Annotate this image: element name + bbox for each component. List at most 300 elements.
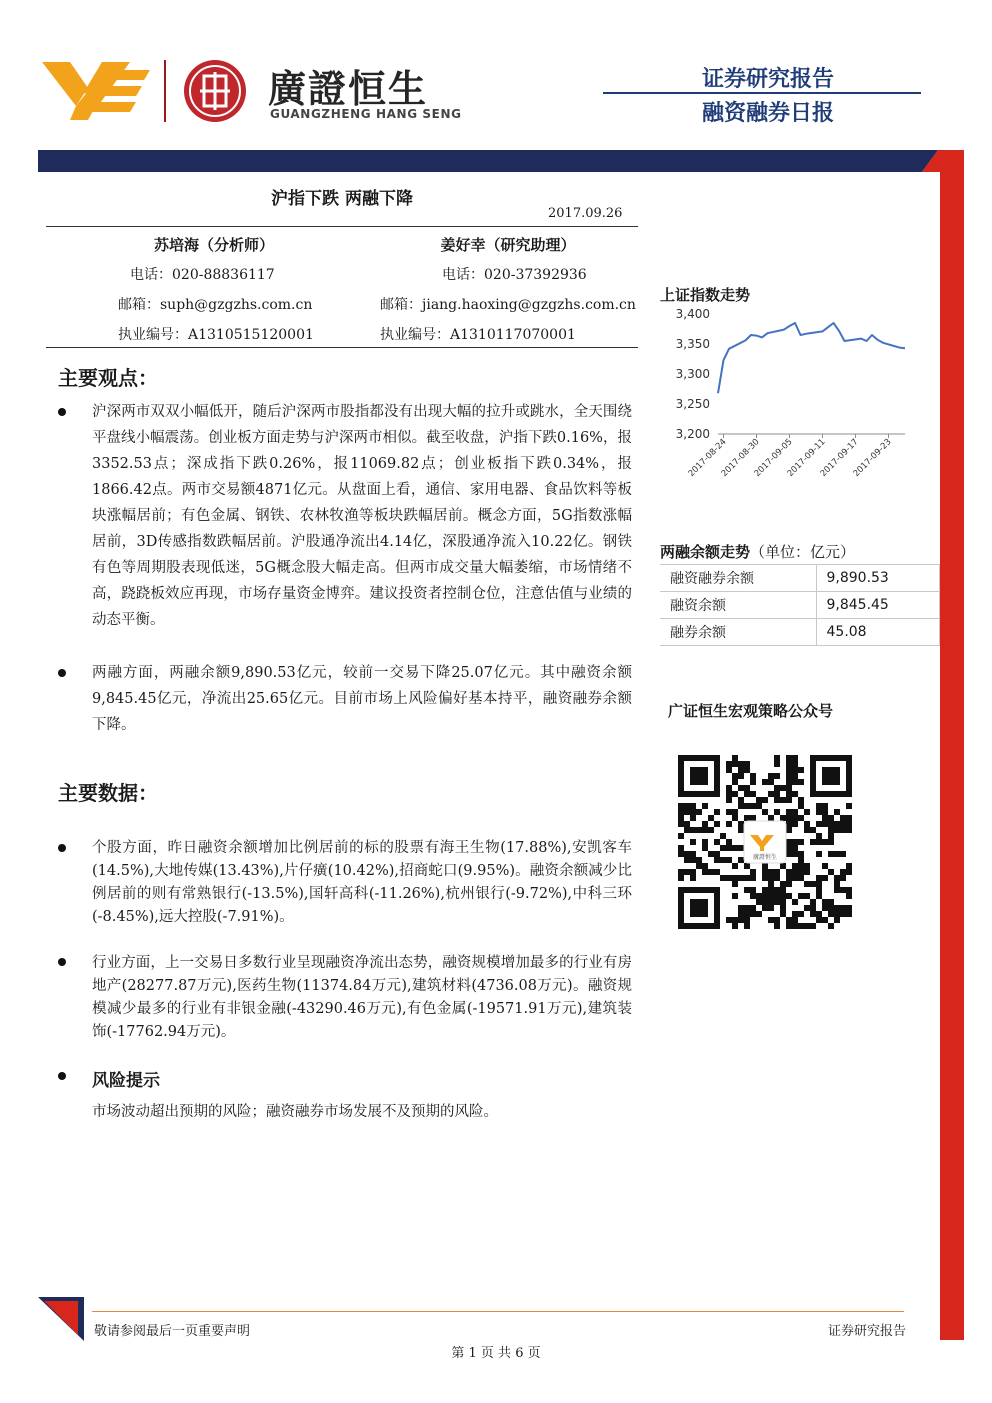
qr-module <box>726 785 732 791</box>
document-date: 2017.09.26 <box>548 206 623 221</box>
qr-module <box>792 809 798 815</box>
qr-module <box>774 755 780 761</box>
qr-module <box>738 827 744 833</box>
qr-module <box>786 809 792 815</box>
qr-module <box>792 767 798 773</box>
brand-name-en: GUANGZHENG HANG SENG <box>270 107 462 121</box>
qr-module <box>774 899 780 905</box>
qr-module <box>744 905 750 911</box>
chart-title: 上证指数走势 <box>660 286 751 304</box>
qr-module <box>786 827 792 833</box>
qr-module <box>786 785 792 791</box>
qr-module <box>792 917 798 923</box>
qr-module <box>690 869 696 875</box>
qr-module <box>732 893 738 899</box>
qr-module <box>726 821 732 827</box>
qr-module <box>846 887 852 893</box>
qr-title: 广证恒生宏观策略公众号 <box>668 702 834 720</box>
qr-module <box>822 809 828 815</box>
qr-module <box>786 869 792 875</box>
qr-module <box>744 761 750 767</box>
brand-name-cn: 廣證恒生 <box>268 67 429 111</box>
qr-finder <box>690 767 708 785</box>
qr-module <box>732 761 738 767</box>
qr-module <box>726 917 732 923</box>
qr-module <box>786 875 792 881</box>
bullet-icon <box>58 669 66 677</box>
qr-module <box>756 797 762 803</box>
author-1-email: 邮箱：suph@gzgzhs.com.cn <box>118 297 313 313</box>
qr-module <box>786 761 792 767</box>
document-title: 沪指下跌 两融下降 <box>271 189 413 209</box>
qr-module <box>702 803 708 809</box>
risk-heading: 风险提示 <box>92 1071 160 1091</box>
qr-module <box>816 803 822 809</box>
qr-module <box>744 911 750 917</box>
qr-module <box>762 869 768 875</box>
qr-module <box>738 773 744 779</box>
qr-module <box>768 887 774 893</box>
qr-module <box>678 809 684 815</box>
qr-module <box>798 839 804 845</box>
qr-module <box>762 905 768 911</box>
footer-corner-icon <box>38 1297 84 1341</box>
qr-module <box>798 857 804 863</box>
x-tick-label: 2017-09-11 <box>785 437 828 480</box>
logo-divider <box>164 60 166 122</box>
qr-module <box>780 905 786 911</box>
qr-module <box>816 851 822 857</box>
qr-module <box>780 863 786 869</box>
qr-module <box>714 839 720 845</box>
qr-module <box>780 785 786 791</box>
qr-module <box>726 839 732 845</box>
margin-table-unit: （单位：亿元） <box>750 543 856 561</box>
qr-module <box>678 815 684 821</box>
qr-module <box>708 869 714 875</box>
y-tick-label: 3,250 <box>675 397 710 411</box>
qr-module <box>846 827 852 833</box>
qr-module <box>738 797 744 803</box>
qr-module <box>720 875 726 881</box>
qr-module <box>696 827 702 833</box>
qr-module <box>792 911 798 917</box>
qr-module <box>786 779 792 785</box>
main-data-paragraph-1: 个股方面，昨日融资余额增加比例居前的标的股票有海王生物(17.88%),安凯客车(14.5%),大地传媒(13.43%),片仔癀(10.42%),招商蛇口(9.95%)。融资余额减少比例居前的则有常熟银行(-13.5%),国轩高科(-11.26%),杭州银行(-9.72%),中科三环(-8.45%),远大控股(-7.91%)。 <box>92 840 632 925</box>
qr-module <box>816 893 822 899</box>
qr-module <box>774 869 780 875</box>
qr-module <box>684 821 690 827</box>
qr-module <box>738 911 744 917</box>
author-1-license: 执业编号：A1310515120001 <box>118 327 314 343</box>
qr-module <box>798 815 804 821</box>
qr-module <box>768 779 774 785</box>
qr-module <box>816 887 822 893</box>
qr-module <box>816 917 822 923</box>
qr-module <box>822 875 828 881</box>
qr-module <box>720 857 726 863</box>
qr-module <box>684 809 690 815</box>
qr-module <box>738 917 744 923</box>
qr-module <box>798 863 804 869</box>
qr-module <box>804 863 810 869</box>
qr-module <box>738 803 744 809</box>
qr-module <box>834 875 840 881</box>
author-rule <box>46 347 638 348</box>
qr-module <box>828 869 834 875</box>
qr-module <box>774 887 780 893</box>
qr-module <box>810 839 816 845</box>
qr-module <box>786 821 792 827</box>
qr-module <box>762 899 768 905</box>
y-tick-label: 3,300 <box>675 367 710 381</box>
y-tick-label: 3,350 <box>675 337 710 351</box>
qr-module <box>768 773 774 779</box>
qr-module <box>846 905 852 911</box>
x-tick-label: 2017-09-05 <box>752 437 795 480</box>
qr-module <box>744 803 750 809</box>
qr-module <box>822 821 828 827</box>
footer-rule <box>92 1311 904 1312</box>
qr-module <box>786 815 792 821</box>
qr-module <box>798 767 804 773</box>
bullet-icon <box>58 408 66 416</box>
qr-module <box>846 869 852 875</box>
qr-module <box>780 911 786 917</box>
qr-module <box>828 911 834 917</box>
qr-module <box>726 875 732 881</box>
qr-module <box>744 785 750 791</box>
qr-module <box>732 773 738 779</box>
qr-module <box>822 803 828 809</box>
y-tick-label: 3,200 <box>675 427 710 441</box>
x-tick-label: 2017-09-23 <box>851 437 894 480</box>
qr-module <box>804 893 810 899</box>
qr-module <box>762 809 768 815</box>
qr-module <box>702 863 708 869</box>
qr-module <box>732 845 738 851</box>
qr-module <box>828 827 834 833</box>
qr-module <box>762 863 768 869</box>
x-tick-label: 2017-08-24 <box>686 437 729 480</box>
qr-module <box>792 863 798 869</box>
qr-module <box>834 851 840 857</box>
qr-module <box>792 869 798 875</box>
qr-module <box>732 863 738 869</box>
qr-module <box>732 923 738 929</box>
qr-module <box>804 905 810 911</box>
qr-module <box>822 905 828 911</box>
qr-module <box>792 899 798 905</box>
qr-module <box>840 875 846 881</box>
qr-module <box>696 857 702 863</box>
qr-module <box>738 857 744 863</box>
right-accent-bar <box>940 172 964 1340</box>
qr-module <box>840 869 846 875</box>
qr-module <box>768 899 774 905</box>
qr-module <box>756 911 762 917</box>
qr-module <box>726 857 732 863</box>
header-band <box>38 150 964 172</box>
qr-module <box>738 905 744 911</box>
qr-module <box>792 875 798 881</box>
table-cell-value: 9,845.45 <box>816 592 940 619</box>
qr-module <box>810 911 816 917</box>
author-1-phone: 电话：020-88836117 <box>130 267 275 283</box>
qr-module <box>840 911 846 917</box>
qr-module <box>822 917 828 923</box>
qr-module <box>810 881 816 887</box>
qr-module <box>798 875 804 881</box>
qr-module <box>828 839 834 845</box>
qr-module <box>714 851 720 857</box>
qr-module <box>792 845 798 851</box>
qr-module <box>792 779 798 785</box>
qr-module <box>726 809 732 815</box>
qr-module <box>732 875 738 881</box>
qr-module <box>816 839 822 845</box>
qr-module <box>756 893 762 899</box>
qr-module <box>792 821 798 827</box>
qr-module <box>744 767 750 773</box>
company-logo-icon <box>40 58 152 122</box>
qr-module <box>690 857 696 863</box>
qr-module <box>684 851 690 857</box>
seal-logo-icon <box>182 58 248 124</box>
qr-module <box>744 875 750 881</box>
index-line-chart <box>660 302 920 502</box>
qr-module <box>786 755 792 761</box>
qr-module <box>696 863 702 869</box>
qr-module <box>822 839 828 845</box>
qr-module <box>756 803 762 809</box>
qr-module <box>804 881 810 887</box>
qr-module <box>738 845 744 851</box>
qr-module <box>678 845 684 851</box>
report-subtitle: 融资融券日报 <box>701 101 834 126</box>
qr-module <box>750 887 756 893</box>
qr-module <box>696 809 702 815</box>
qr-module <box>744 791 750 797</box>
qr-module <box>732 917 738 923</box>
qr-module <box>714 821 720 827</box>
qr-module <box>750 875 756 881</box>
qr-module <box>786 773 792 779</box>
main-data-paragraph-2: 行业方面，上一交易日多数行业呈现融资净流出态势，融资规模增加最多的行业有房地产(28277.87万元),医药生物(11374.84万元),建筑材料(4736.08万元)。融资规模减少最多的行业有非银金融(-43290.46万元),有色金属(-19571.91万元),建筑装饰(-17762.94万元)。 <box>92 955 632 1040</box>
qr-module <box>786 839 792 845</box>
qr-module <box>792 923 798 929</box>
qr-module <box>726 797 732 803</box>
qr-module <box>840 827 846 833</box>
qr-module <box>804 923 810 929</box>
qr-module <box>732 881 738 887</box>
qr-module <box>804 869 810 875</box>
qr-module <box>798 923 804 929</box>
qr-finder <box>690 899 708 917</box>
qr-module <box>798 803 804 809</box>
qr-module <box>786 923 792 929</box>
qr-module <box>690 851 696 857</box>
qr-module <box>714 857 720 863</box>
qr-module <box>846 815 852 821</box>
qr-module <box>804 827 810 833</box>
qr-module <box>762 887 768 893</box>
qr-module <box>816 875 822 881</box>
qr-module <box>810 899 816 905</box>
series-line <box>718 323 905 393</box>
qr-code-icon[interactable] <box>678 755 852 929</box>
qr-module <box>762 893 768 899</box>
margin-balance-table <box>660 564 940 646</box>
qr-module <box>834 809 840 815</box>
qr-module <box>774 917 780 923</box>
qr-module <box>786 797 792 803</box>
qr-module <box>732 815 738 821</box>
qr-module <box>834 911 840 917</box>
qr-module <box>828 899 834 905</box>
qr-module <box>750 905 756 911</box>
main-data-heading: 主要数据： <box>58 781 158 805</box>
table-cell-value: 45.08 <box>816 619 940 646</box>
qr-module <box>678 851 684 857</box>
footer-report-type: 证券研究报告 <box>827 1324 906 1339</box>
author-2-email: 邮箱：jiang.haoxing@gzgzhs.com.cn <box>380 297 636 313</box>
qr-module <box>702 839 708 845</box>
qr-module <box>684 803 690 809</box>
qr-module <box>816 821 822 827</box>
qr-module <box>762 797 768 803</box>
qr-module <box>750 815 756 821</box>
qr-module <box>744 863 750 869</box>
qr-module <box>774 923 780 929</box>
qr-module <box>840 905 846 911</box>
qr-module <box>678 821 684 827</box>
qr-module <box>738 821 744 827</box>
qr-module <box>810 905 816 911</box>
qr-module <box>768 917 774 923</box>
author-1-name: 苏培海（分析师） <box>153 236 274 254</box>
main-views-heading: 主要观点： <box>58 366 158 390</box>
qr-module <box>726 791 732 797</box>
qr-module <box>702 869 708 875</box>
qr-module <box>792 839 798 845</box>
qr-module <box>774 791 780 797</box>
qr-module <box>726 767 732 773</box>
qr-module <box>756 899 762 905</box>
qr-module <box>828 905 834 911</box>
qr-module <box>780 815 786 821</box>
footer-disclaimer: 敬请参阅最后一页重要声明 <box>94 1324 251 1339</box>
qr-module <box>678 803 684 809</box>
qr-module <box>774 797 780 803</box>
qr-module <box>768 815 774 821</box>
qr-module <box>792 773 798 779</box>
margin-table-title-text: 两融余额走势 <box>660 543 751 561</box>
qr-module <box>780 893 786 899</box>
qr-module <box>804 821 810 827</box>
qr-module <box>768 881 774 887</box>
qr-module <box>780 797 786 803</box>
qr-module <box>732 755 738 761</box>
qr-module <box>678 869 684 875</box>
qr-module <box>690 875 696 881</box>
margin-table-title <box>660 541 855 562</box>
report-type: 证券研究报告 <box>701 67 834 92</box>
qr-module <box>750 911 756 917</box>
qr-module <box>744 917 750 923</box>
qr-module <box>774 773 780 779</box>
qr-module <box>690 815 696 821</box>
qr-module <box>684 869 690 875</box>
qr-module <box>738 761 744 767</box>
qr-module <box>834 905 840 911</box>
qr-module <box>732 779 738 785</box>
qr-module <box>774 875 780 881</box>
qr-module <box>702 827 708 833</box>
qr-module <box>846 821 852 827</box>
qr-module <box>828 851 834 857</box>
qr-module <box>738 875 744 881</box>
table-row <box>660 619 940 646</box>
qr-module <box>768 875 774 881</box>
qr-module <box>846 893 852 899</box>
qr-module <box>816 833 822 839</box>
qr-module <box>840 887 846 893</box>
qr-module <box>798 797 804 803</box>
qr-module <box>786 767 792 773</box>
qr-module <box>828 815 834 821</box>
qr-module <box>708 827 714 833</box>
page-number: 第 1 页 共 6 页 <box>451 1346 541 1361</box>
qr-module <box>750 869 756 875</box>
qr-module <box>834 827 840 833</box>
table-cell-label: 融资融券余额 <box>660 565 816 592</box>
qr-module <box>786 791 792 797</box>
qr-module <box>720 833 726 839</box>
qr-module <box>708 815 714 821</box>
qr-module <box>810 827 816 833</box>
qr-module <box>786 917 792 923</box>
qr-module <box>738 785 744 791</box>
qr-module <box>792 761 798 767</box>
qr-module <box>816 809 822 815</box>
header-divider <box>603 92 921 94</box>
qr-finder <box>822 767 840 785</box>
qr-module <box>768 791 774 797</box>
qr-module <box>816 881 822 887</box>
qr-module <box>846 863 852 869</box>
qr-module <box>828 923 834 929</box>
qr-module <box>828 833 834 839</box>
author-2-phone: 电话：020-37392936 <box>442 267 587 283</box>
author-2-name: 姜好幸（研究助理） <box>440 236 576 254</box>
qr-module <box>744 815 750 821</box>
qr-module <box>768 869 774 875</box>
qr-module <box>798 851 804 857</box>
qr-module <box>780 881 786 887</box>
qr-module <box>762 779 768 785</box>
qr-module <box>750 803 756 809</box>
qr-center-text: 廣證恒生 <box>752 854 778 861</box>
qr-module <box>768 893 774 899</box>
title-rule <box>46 226 638 227</box>
table-row <box>660 565 940 592</box>
qr-module <box>762 875 768 881</box>
qr-module <box>834 821 840 827</box>
qr-module <box>798 869 804 875</box>
qr-module <box>714 869 720 875</box>
qr-module <box>798 893 804 899</box>
